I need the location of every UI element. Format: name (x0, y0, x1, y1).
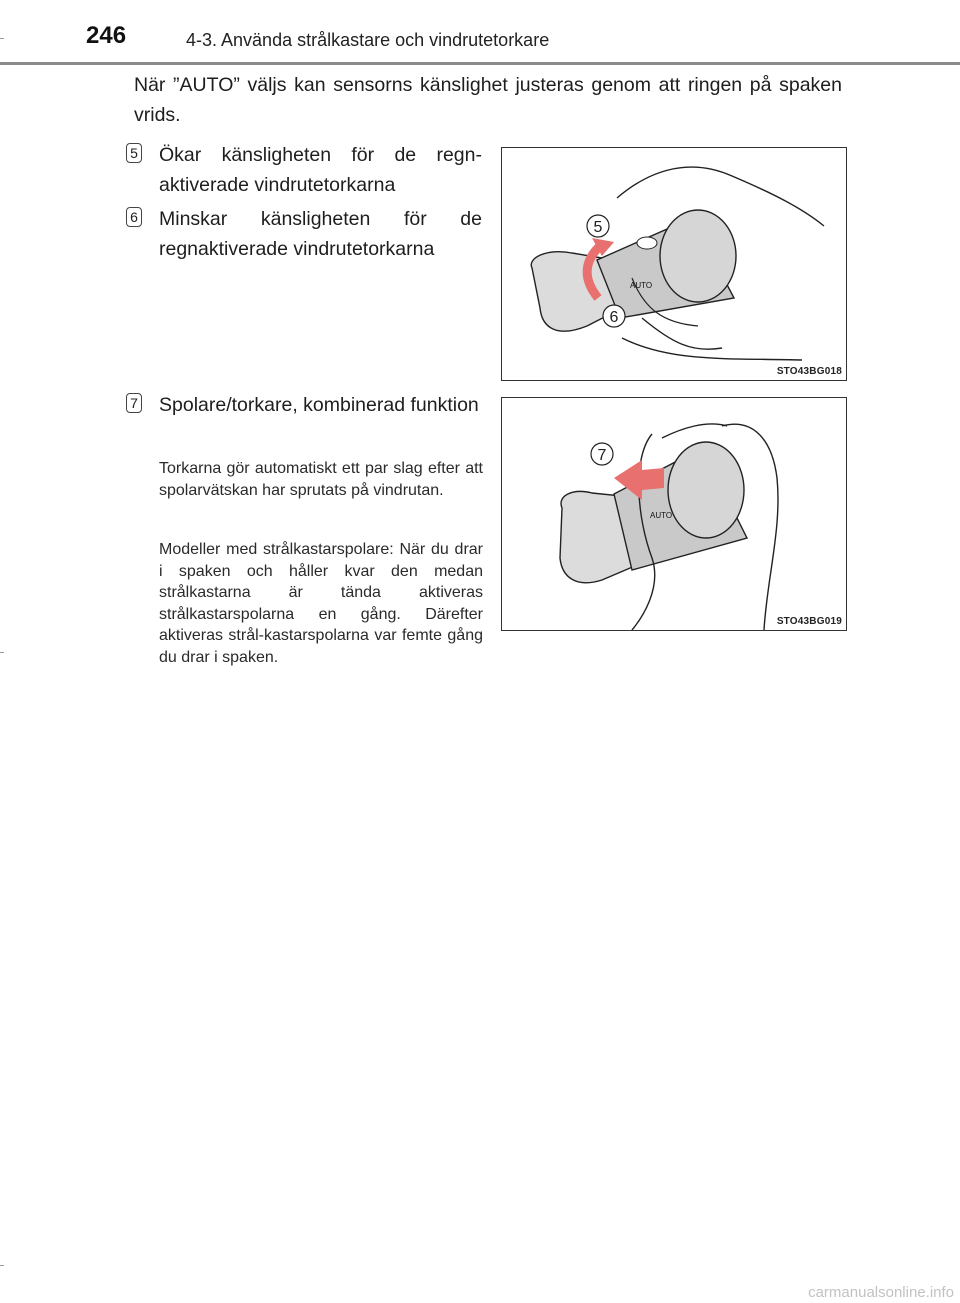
item-text: Spolare/torkare, kombinerad funktion (159, 394, 479, 416)
watermark: carmanualsonline.info (808, 1284, 954, 1301)
item-number-badge: 5 (126, 143, 142, 163)
figure-code: STO43BG019 (776, 616, 842, 627)
item-number-badge: 7 (126, 393, 142, 413)
lever-illustration-2 (502, 398, 846, 630)
paragraph-wipe-after-wash: Torkarna gör automatiskt ett par slag efter att spolarvätskan har sprutats på vindrutan. (159, 460, 483, 499)
edge-tick (0, 38, 4, 39)
list-item-6 (126, 204, 482, 264)
figure-sensitivity-ring (501, 147, 847, 381)
item-text: Ökar känsligheten för de regn-aktiverade vindrutetorkarna (159, 144, 482, 196)
paragraph-headlight-washer: Modeller med strålkastarspolare: När du drar i spaken och håller kvar den medan strålkastarna är tända aktiveras strålkastarspolarna en gång. Därefter aktiveras strål-kastarspolarna var femte gång du drar i spaken. (159, 541, 483, 666)
intro-text: När ”AUTO” väljs kan sensorns känslighet justeras genom att ringen på spaken vrids. (134, 74, 842, 126)
figure-washer-lever (501, 397, 847, 631)
edge-tick (0, 1265, 4, 1266)
page-number: 246 (86, 22, 127, 49)
header-rule (0, 62, 960, 65)
callout-7: 7 (597, 447, 607, 464)
callout-6: 6 (609, 309, 619, 326)
edge-tick (0, 652, 4, 653)
item-text: Minskar känsligheten för de regnaktiverade vindrutetorkarna (159, 208, 482, 260)
item-number-badge: 6 (126, 207, 142, 227)
lever-illustration-1 (502, 148, 846, 380)
switch-label: AUTO (650, 511, 673, 520)
switch-label: AUTO (630, 281, 653, 290)
figure-code: STO43BG018 (776, 366, 842, 377)
section-title: 4-3. Använda strålkastare och vindrutetorkare (186, 30, 550, 50)
callout-5: 5 (593, 219, 603, 236)
list-item-7 (126, 390, 482, 420)
list-item-5 (126, 140, 482, 200)
